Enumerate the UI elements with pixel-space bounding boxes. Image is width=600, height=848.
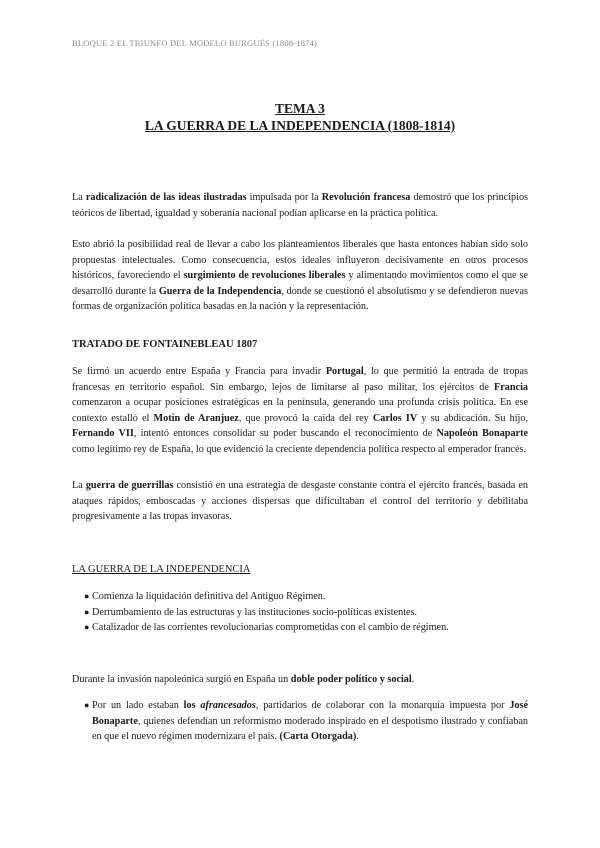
bullet-icon: ● (84, 700, 90, 710)
list-item: ● Derrumbamiento de las estructuras y las instituciones socio-políticas existentes. (72, 605, 528, 621)
bullet-icon: ● (84, 591, 90, 601)
paragraph-liberal-ideas: Esto abrió la posibilidad real de llevar a cabo los planteamientos liberales que hasta entonces habían sido solo propuestas intelectuales. Como consecuencia, estos ideales influyeron decisivamente en otros procesos históricos, favoreciendo el surgimiento de revoluciones liberales y alimentando movimientos como el que se desarrolló durante la Guerra de la Independencia, donde se cuestionó el absolutismo y se defendieron nuevas formas de organización política basadas en la nación y la representación. (72, 239, 528, 312)
paragraph-fontainebleau: Se firmó un acuerdo entre España y Francia para invadir Portugal, lo que permitió la entrada de tropas francesas en territorio español. Sin embargo, lejos de limitarse al paso militar, los ejércitos de Francia comenzaron a ocupar posiciones estratégicas en la península, generando una profunda crisis política. En ese contexto estalló el Motín de Aranjuez, que provocó la caída del rey Carlos IV y su abdicación. Su hijo, Fernando VII, intentó entonces consolidar su poder buscando el reconocimiento de Napoleón Bonaparte como legítimo rey de España, lo que evidenció la creciente dependencia política respecto al emperador francés. (72, 366, 528, 455)
section-heading-fontainebleau: TRATADO DE FONTAINEBLEAU 1807 (72, 339, 258, 350)
bullet-icon: ● (84, 622, 90, 632)
paragraph-intro: La radicalización de las ideas ilustradas impulsada por la Revolución francesa demostró que los principios teóricos de libertad, igualdad y soberanía nacional podían aplicarse en la práctica política. (72, 192, 529, 219)
topic-number: TEMA 3 (275, 101, 325, 116)
list-item: ● Comienza la liquidación definitiva del Antiguo Régimen. (72, 589, 528, 605)
paragraph-double-power: Durante la invasión napoleónica surgió en España un doble poder político y social. (72, 674, 415, 685)
bullet-icon: ● (84, 606, 90, 617)
consequences-list (72, 589, 528, 636)
document-title (0, 100, 600, 134)
paragraph-guerrillas: La guerra de guerrillas consistió en una estrategia de desgaste constante contra el ejército francés, basada en ataques rápidos, emboscadas y acciones dispersas que dificultaban el control del territorio y debilitaba progresivamente a las tropas invasoras. (72, 480, 528, 522)
list-item: ● Por un lado estaban los afrancesados, partidarios de colaborar con la monarquía impuesta por José Bonaparte, quienes defendían un reformismo moderado inspirado en el despotismo ilustrado y confiaban en que el nuevo régimen modernizara el país. (Carta Otorgada). (84, 700, 528, 742)
running-header: BLOQUE 2 EL TRIUNFO DEL MODELO BURGUÉS (1808-1874) (72, 38, 318, 48)
section-heading-independence-war: LA GUERRA DE LA INDEPENDENCIA (72, 564, 251, 575)
factions-list (72, 698, 528, 745)
list-item: ● Catalizador de las corrientes revolucionarias comprometidas con el cambio de régimen. (72, 620, 528, 636)
topic-title: LA GUERRA DE LA INDEPENDENCIA (1808-1814) (144, 118, 456, 133)
